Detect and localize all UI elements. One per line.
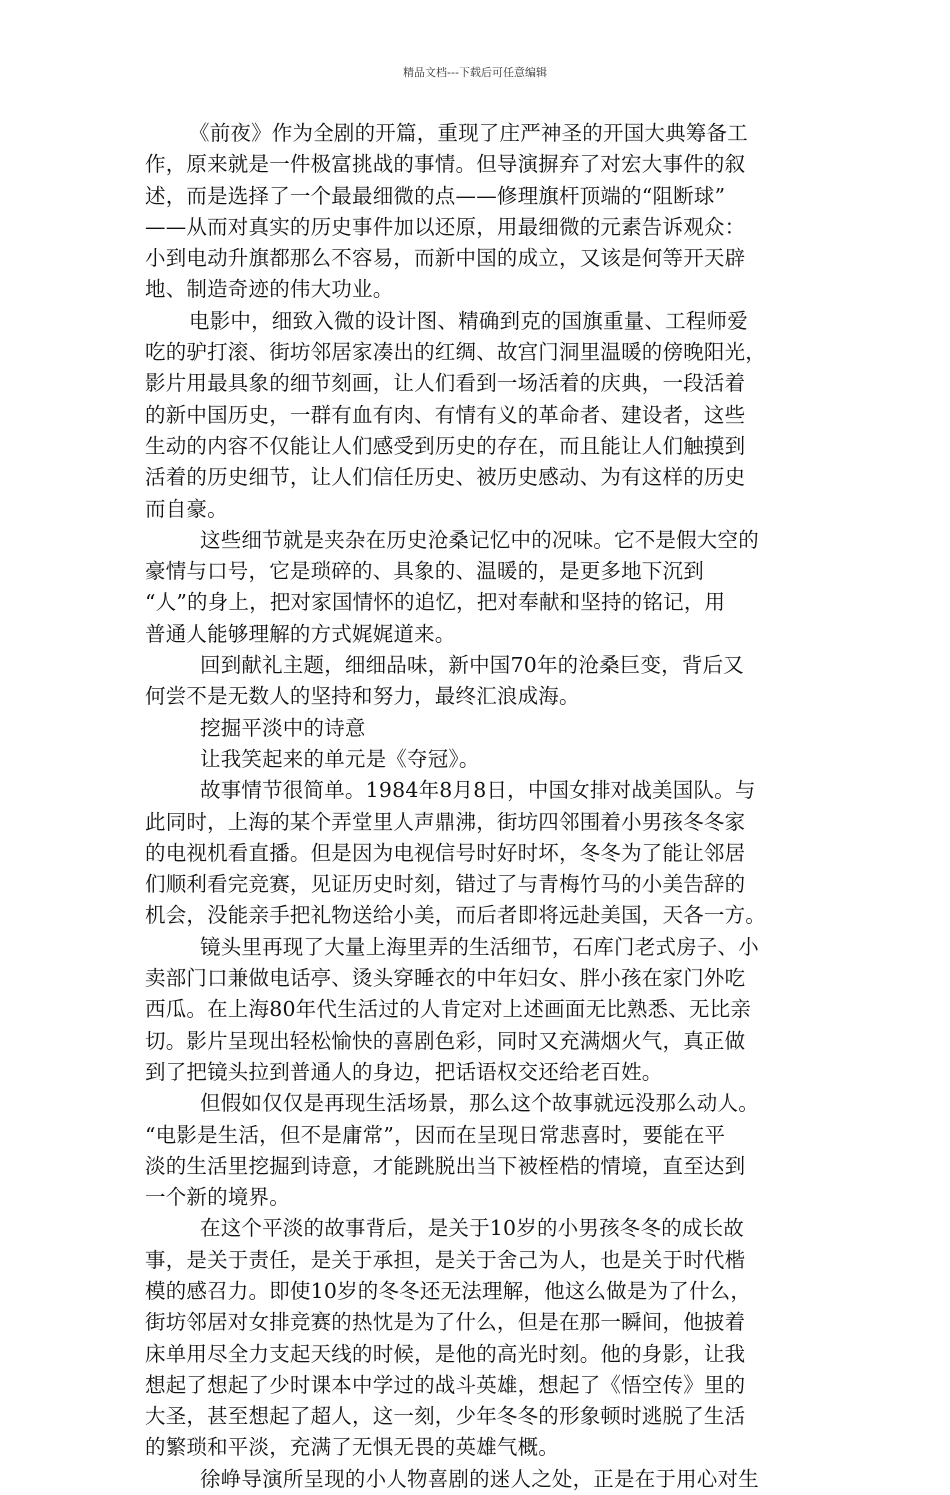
text-line: 作，原来就是一件极富挑战的事情。但导演摒弃了对宏大事件的叙 xyxy=(145,152,746,177)
text-line: 的繁琐和平淡，充满了无惧无畏的英雄气概。 xyxy=(145,1435,559,1460)
text-line: 影片用最具象的细节刻画，让人们看到一场活着的庆典，一段活着 xyxy=(145,371,746,396)
text-line: 普通人能够理解的方式娓娓道来。 xyxy=(145,621,456,646)
page-header: 精品文档---下载后可任意编辑 xyxy=(403,66,547,79)
text-line: 回到献礼主题，细细品味，新中国70年的沧桑巨变，背后又 xyxy=(200,653,744,678)
text-line: 故事情节很简单。1984年8月8日，中国女排对战美国队。与 xyxy=(200,778,756,803)
text-line: 在这个平淡的故事背后，是关于10岁的小男孩冬冬的成长故 xyxy=(200,1216,744,1241)
text-line: 切。影片呈现出轻松愉快的喜剧色彩，同时又充满烟火气，真正做 xyxy=(145,1028,746,1053)
text-line: 生动的内容不仅能让人们感受到历史的存在，而且能让人们触摸到 xyxy=(145,433,746,458)
text-line: 活着的历史细节，让人们信任历史、被历史感动、为有这样的历史 xyxy=(145,465,746,490)
text-line: “电影是生活，但不是庸常”，因而在呈现日常悲喜时，要能在平 xyxy=(145,1122,726,1147)
text-line: 这些细节就是夹杂在历史沧桑记忆中的况味。它不是假大空的 xyxy=(200,527,759,552)
text-line: 床单用尽全力支起天线的时候，是他的高光时刻。他的身影，让我 xyxy=(145,1341,746,1366)
text-line: 事，是关于责任，是关于承担，是关于舍己为人，也是关于时代楷 xyxy=(145,1247,746,1272)
text-line: 述，而是选择了一个最最细微的点——修理旗杆顶端的“阻断球” xyxy=(145,183,726,208)
text-line: 西瓜。在上海80年代生活过的人肯定对上述画面无比熟悉、无比亲 xyxy=(145,997,752,1022)
text-line: 地、制造奇迹的伟大功业。 xyxy=(145,277,394,302)
text-line: 《前夜》作为全剧的开篇，重现了庄严神圣的开国大典筹备工 xyxy=(189,121,748,145)
document-body xyxy=(145,118,815,1495)
text-line: 们顺利看完竞赛，见证历史时刻，错过了与青梅竹马的小美告辞的 xyxy=(145,872,746,897)
text-line: 镜头里再现了大量上海里弄的生活细节，石库门老式房子、小 xyxy=(200,934,759,959)
text-line: 卖部门口兼做电话亭、烫头穿睡衣的中年妇女、胖小孩在家门外吃 xyxy=(145,966,746,991)
text-line: 吃的驴打滚、街坊邻居家凑出的红绸、故宫门洞里温暖的傍晚阳光， xyxy=(145,340,766,365)
text-line: 大圣，甚至想起了超人，这一刻，少年冬冬的形象顿时逃脱了生活 xyxy=(145,1404,746,1429)
text-line: 模的感召力。即使10岁的冬冬还无法理解，他这么做是为了什么， xyxy=(145,1278,752,1303)
text-line: 到了把镜头拉到普通人的身边，把话语权交还给老百姓。 xyxy=(145,1059,663,1084)
text-line: 徐峥导演所呈现的小人物喜剧的迷人之处，正是在于用心对生 xyxy=(200,1466,759,1491)
text-line: 淡的生活里挖掘到诗意，才能跳脱出当下被桎梏的情境，直至达到 xyxy=(145,1153,746,1178)
text-line: 而自豪。 xyxy=(145,496,228,521)
text-line: 街坊邻居对女排竞赛的热忱是为了什么，但是在那一瞬间，他披着 xyxy=(145,1310,746,1335)
text-line: 豪情与口号，它是琐碎的、具象的、温暖的，是更多地下沉到 xyxy=(145,559,704,584)
text-line: 想起了想起了少时课本中学过的战斗英雄，想起了《悟空传》里的 xyxy=(145,1372,746,1397)
text-line: 的新中国历史，一群有血有肉、有情有义的革命者、建设者，这些 xyxy=(145,402,746,427)
text-line: 此同时，上海的某个弄堂里人声鼎沸，街坊四邻围着小男孩冬冬家 xyxy=(145,809,746,834)
text-line: 小到电动升旗都那么不容易，而新中国的成立，又该是何等开天辟 xyxy=(145,246,746,271)
text-line: 机会，没能亲手把礼物送给小美，而后者即将远赴美国，天各一方。 xyxy=(145,903,766,928)
text-line: 电影中，细致入微的设计图、精确到克的国旗重量、工程师爱 xyxy=(189,308,748,333)
text-line: “人”的身上，把对家国情怀的追忆，把对奉献和坚持的铭记，用 xyxy=(145,590,726,615)
text-line: 让我笑起来的单元是《夺冠》。 xyxy=(200,746,480,771)
text-line: 一个新的境界。 xyxy=(145,1185,290,1210)
text-line: 但假如仅仅是再现生活场景，那么这个故事就远没那么动人。 xyxy=(200,1091,759,1116)
text-line: ——从而对真实的历史事件加以还原，用最细微的元素告诉观众： xyxy=(145,214,746,239)
text-line: 的电视机看直播。但是因为电视信号时好时坏，冬冬为了能让邻居 xyxy=(145,840,746,865)
text-line: 何尝不是无数人的坚持和努力，最终汇浪成海。 xyxy=(145,684,580,709)
section-heading: 挖掘平淡中的诗意 xyxy=(200,715,366,740)
